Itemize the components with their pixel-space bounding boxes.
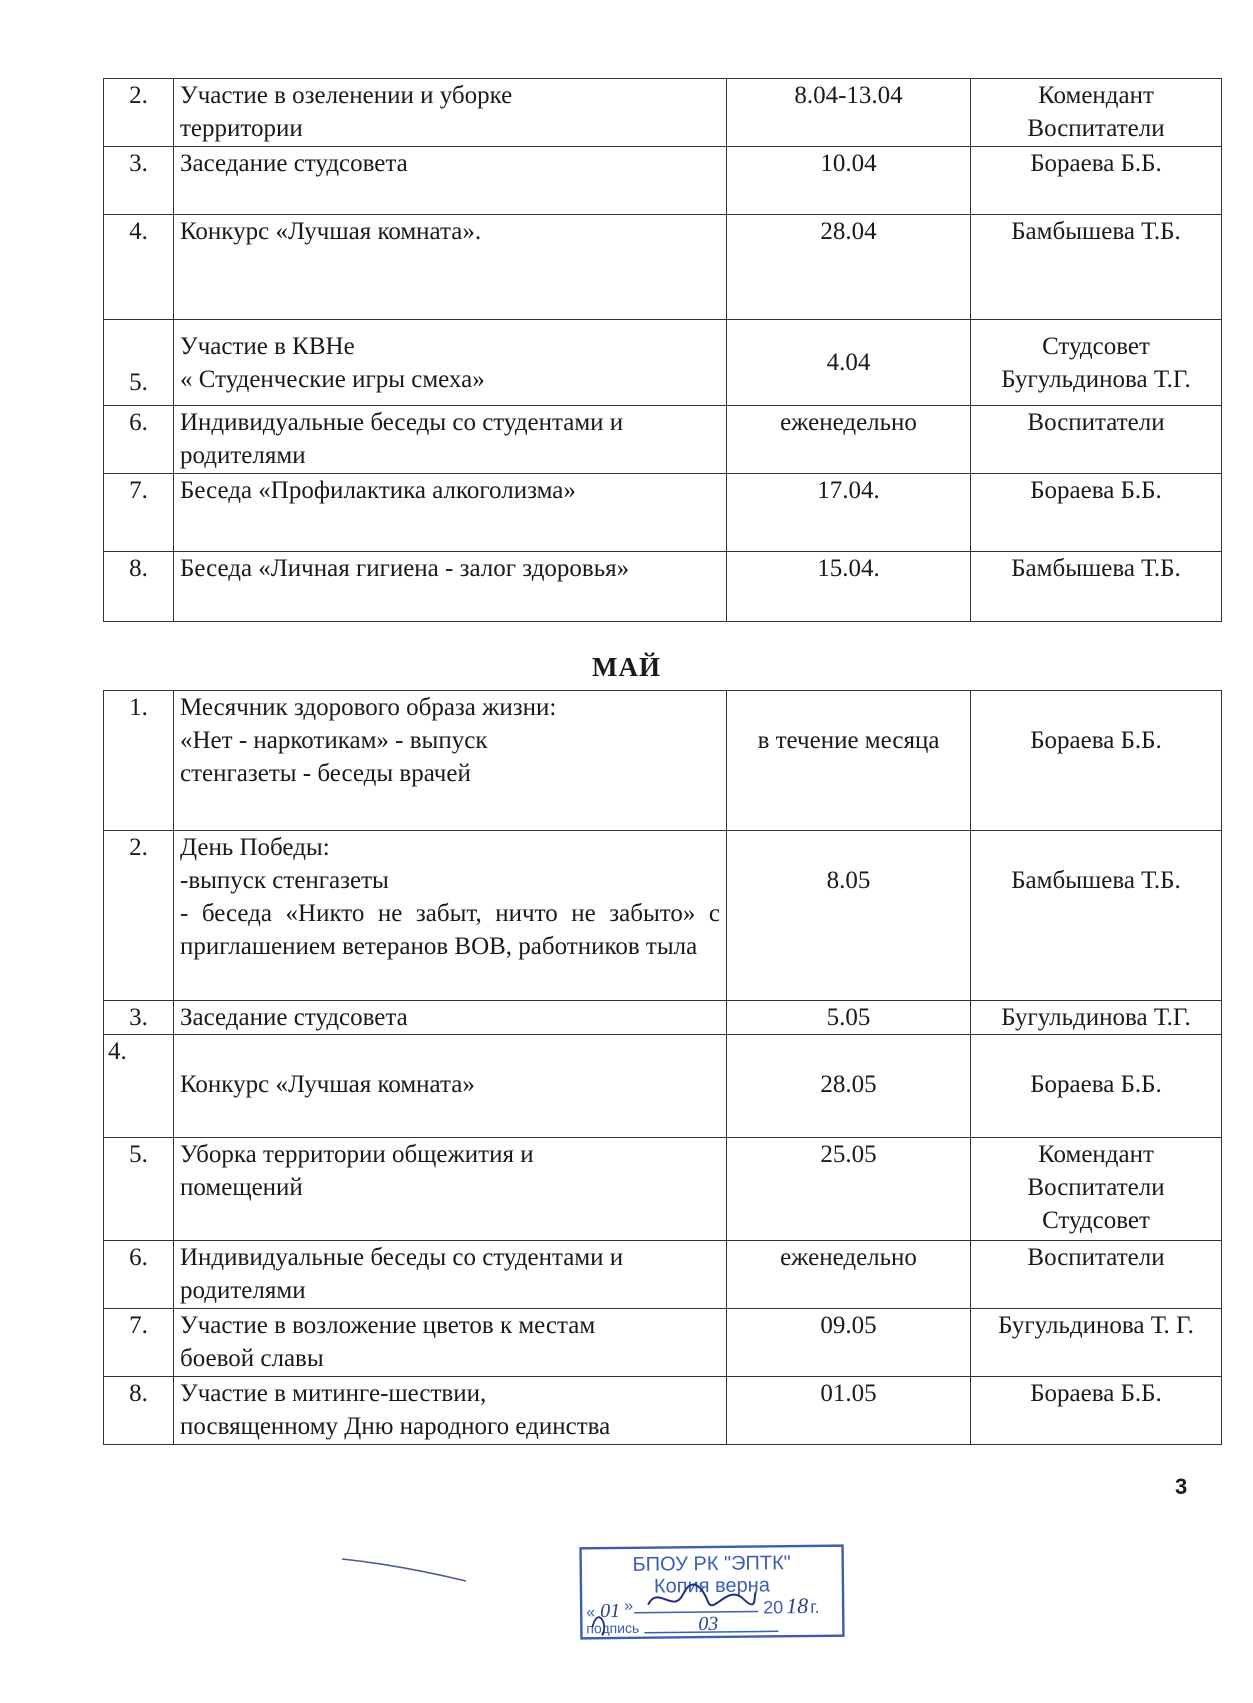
event-name: Заседание студсовета [174, 147, 727, 215]
stamp-year-suffix: 18 [786, 1592, 809, 1619]
may-plan-table [103, 690, 1222, 1445]
event-name: Конкурс «Лучшая комната» [174, 1035, 727, 1138]
event-name: Участие в митинге-шествии, посвященному Дню народного единства [174, 1377, 727, 1445]
event-name: Месячник здорового образа жизни: «Нет - наркотикам» - выпуск стенгазеты - беседы врачей [174, 691, 727, 831]
event-responsible: Бораева Б.Б. [971, 147, 1222, 215]
event-name: Заседание студсовета [174, 1001, 727, 1035]
event-name: Индивидуальные беседы со студентами и родителями [174, 406, 727, 474]
row-number: 6. [104, 406, 174, 474]
event-date: 28.05 [727, 1035, 971, 1138]
row-number: 3. [104, 147, 174, 215]
event-name: День Победы: -выпуск стенгазеты - беседа «Никто не забыт, ничто не забыто» с приглашением ветеранов ВОВ, работников тыла [174, 831, 727, 1001]
table-row [104, 1241, 1222, 1309]
row-number: 8. [104, 1377, 174, 1445]
event-responsible: Бамбышева Т.Б. [971, 831, 1222, 1001]
april-plan-table [103, 78, 1222, 622]
section-title-may: МАЙ [592, 652, 661, 682]
stamp-signature-label: подпись [586, 1619, 640, 1637]
stamp-copy-text: Копия верна [653, 1574, 771, 1598]
table-row [104, 1001, 1222, 1035]
event-date: еженедельно [727, 406, 971, 474]
stamp-month: 03 [698, 1612, 719, 1636]
stamp-year-end: г. [810, 1596, 820, 1617]
table-row [104, 474, 1222, 552]
table-row [104, 406, 1222, 474]
event-responsible: Бугульдинова Т.Г. [971, 1001, 1222, 1035]
table-row [104, 1377, 1222, 1445]
event-responsible: Воспитатели [971, 406, 1222, 474]
table-row [104, 215, 1222, 320]
event-responsible: Бораева Б.Б. [971, 474, 1222, 552]
page-number: 3 [1175, 1474, 1188, 1499]
event-date: 4.04 [727, 320, 971, 406]
table-row [104, 831, 1222, 1001]
stamp-org: БПОУ РК "ЭПТК" [632, 1552, 791, 1576]
event-date: 8.04-13.04 [727, 79, 971, 147]
row-number: 3. [104, 1001, 174, 1035]
svg-text:«: « [586, 1604, 596, 1622]
pen-stroke [340, 1555, 470, 1585]
table-row [104, 552, 1222, 622]
stamp-year-prefix: 20 [763, 1597, 784, 1618]
svg-text:»: » [624, 1597, 634, 1615]
event-name: Беседа «Профилактика алкоголизма» [174, 474, 727, 552]
event-date: 5.05 [727, 1001, 971, 1035]
row-number: 1. [104, 691, 174, 831]
event-name: Уборка территории общежития и помещений [174, 1138, 727, 1241]
event-responsible: Бораева Б.Б. [971, 691, 1222, 831]
table-row [104, 1138, 1222, 1241]
event-date: 28.04 [727, 215, 971, 320]
row-number: 2. [104, 831, 174, 1001]
table-row [104, 79, 1222, 147]
row-number: 4. [104, 1035, 174, 1138]
event-date: 01.05 [727, 1377, 971, 1445]
event-date: 09.05 [727, 1309, 971, 1377]
table-row [104, 1035, 1222, 1138]
event-responsible: Бораева Б.Б. [971, 1377, 1222, 1445]
row-number: 6. [104, 1241, 174, 1309]
event-name: Беседа «Личная гигиена - залог здоровья» [174, 552, 727, 622]
event-responsible: Комендант Воспитатели [971, 79, 1222, 147]
copy-certified-stamp [578, 1543, 847, 1642]
event-date: в течение месяца [727, 691, 971, 831]
row-number: 7. [104, 1309, 174, 1377]
event-responsible: Бамбышева Т.Б. [971, 552, 1222, 622]
event-name: Участие в КВНе « Студенческие игры смеха» [174, 320, 727, 406]
event-responsible: Воспитатели [971, 1241, 1222, 1309]
event-name: Индивидуальные беседы со студентами и родителями [174, 1241, 727, 1309]
table-row [104, 1309, 1222, 1377]
row-number: 2. [104, 79, 174, 147]
row-number: 5. [104, 1138, 174, 1241]
event-date: 25.05 [727, 1138, 971, 1241]
event-date: 10.04 [727, 147, 971, 215]
event-date: 15.04. [727, 552, 971, 622]
stamp-day: 01 [600, 1599, 621, 1623]
table-row [104, 320, 1222, 406]
event-date: 17.04. [727, 474, 971, 552]
event-name: Участие в озеленении и уборке территории [174, 79, 727, 147]
table-row [104, 147, 1222, 215]
row-number: 4. [104, 215, 174, 320]
row-number: 8. [104, 552, 174, 622]
event-responsible: Комендант Воспитатели Студсовет [971, 1138, 1222, 1241]
event-responsible: Бораева Б.Б. [971, 1035, 1222, 1138]
event-date: 8.05 [727, 831, 971, 1001]
event-responsible: Бамбышева Т.Б. [971, 215, 1222, 320]
event-responsible: Студсовет Бугульдинова Т.Г. [971, 320, 1222, 406]
event-name: Конкурс «Лучшая комната». [174, 215, 727, 320]
event-responsible: Бугульдинова Т. Г. [971, 1309, 1222, 1377]
row-number: 7. [104, 474, 174, 552]
table-row [104, 691, 1222, 831]
event-name: Участие в возложение цветов к местам боевой славы [174, 1309, 727, 1377]
row-number: 5. [104, 320, 174, 406]
event-date: еженедельно [727, 1241, 971, 1309]
